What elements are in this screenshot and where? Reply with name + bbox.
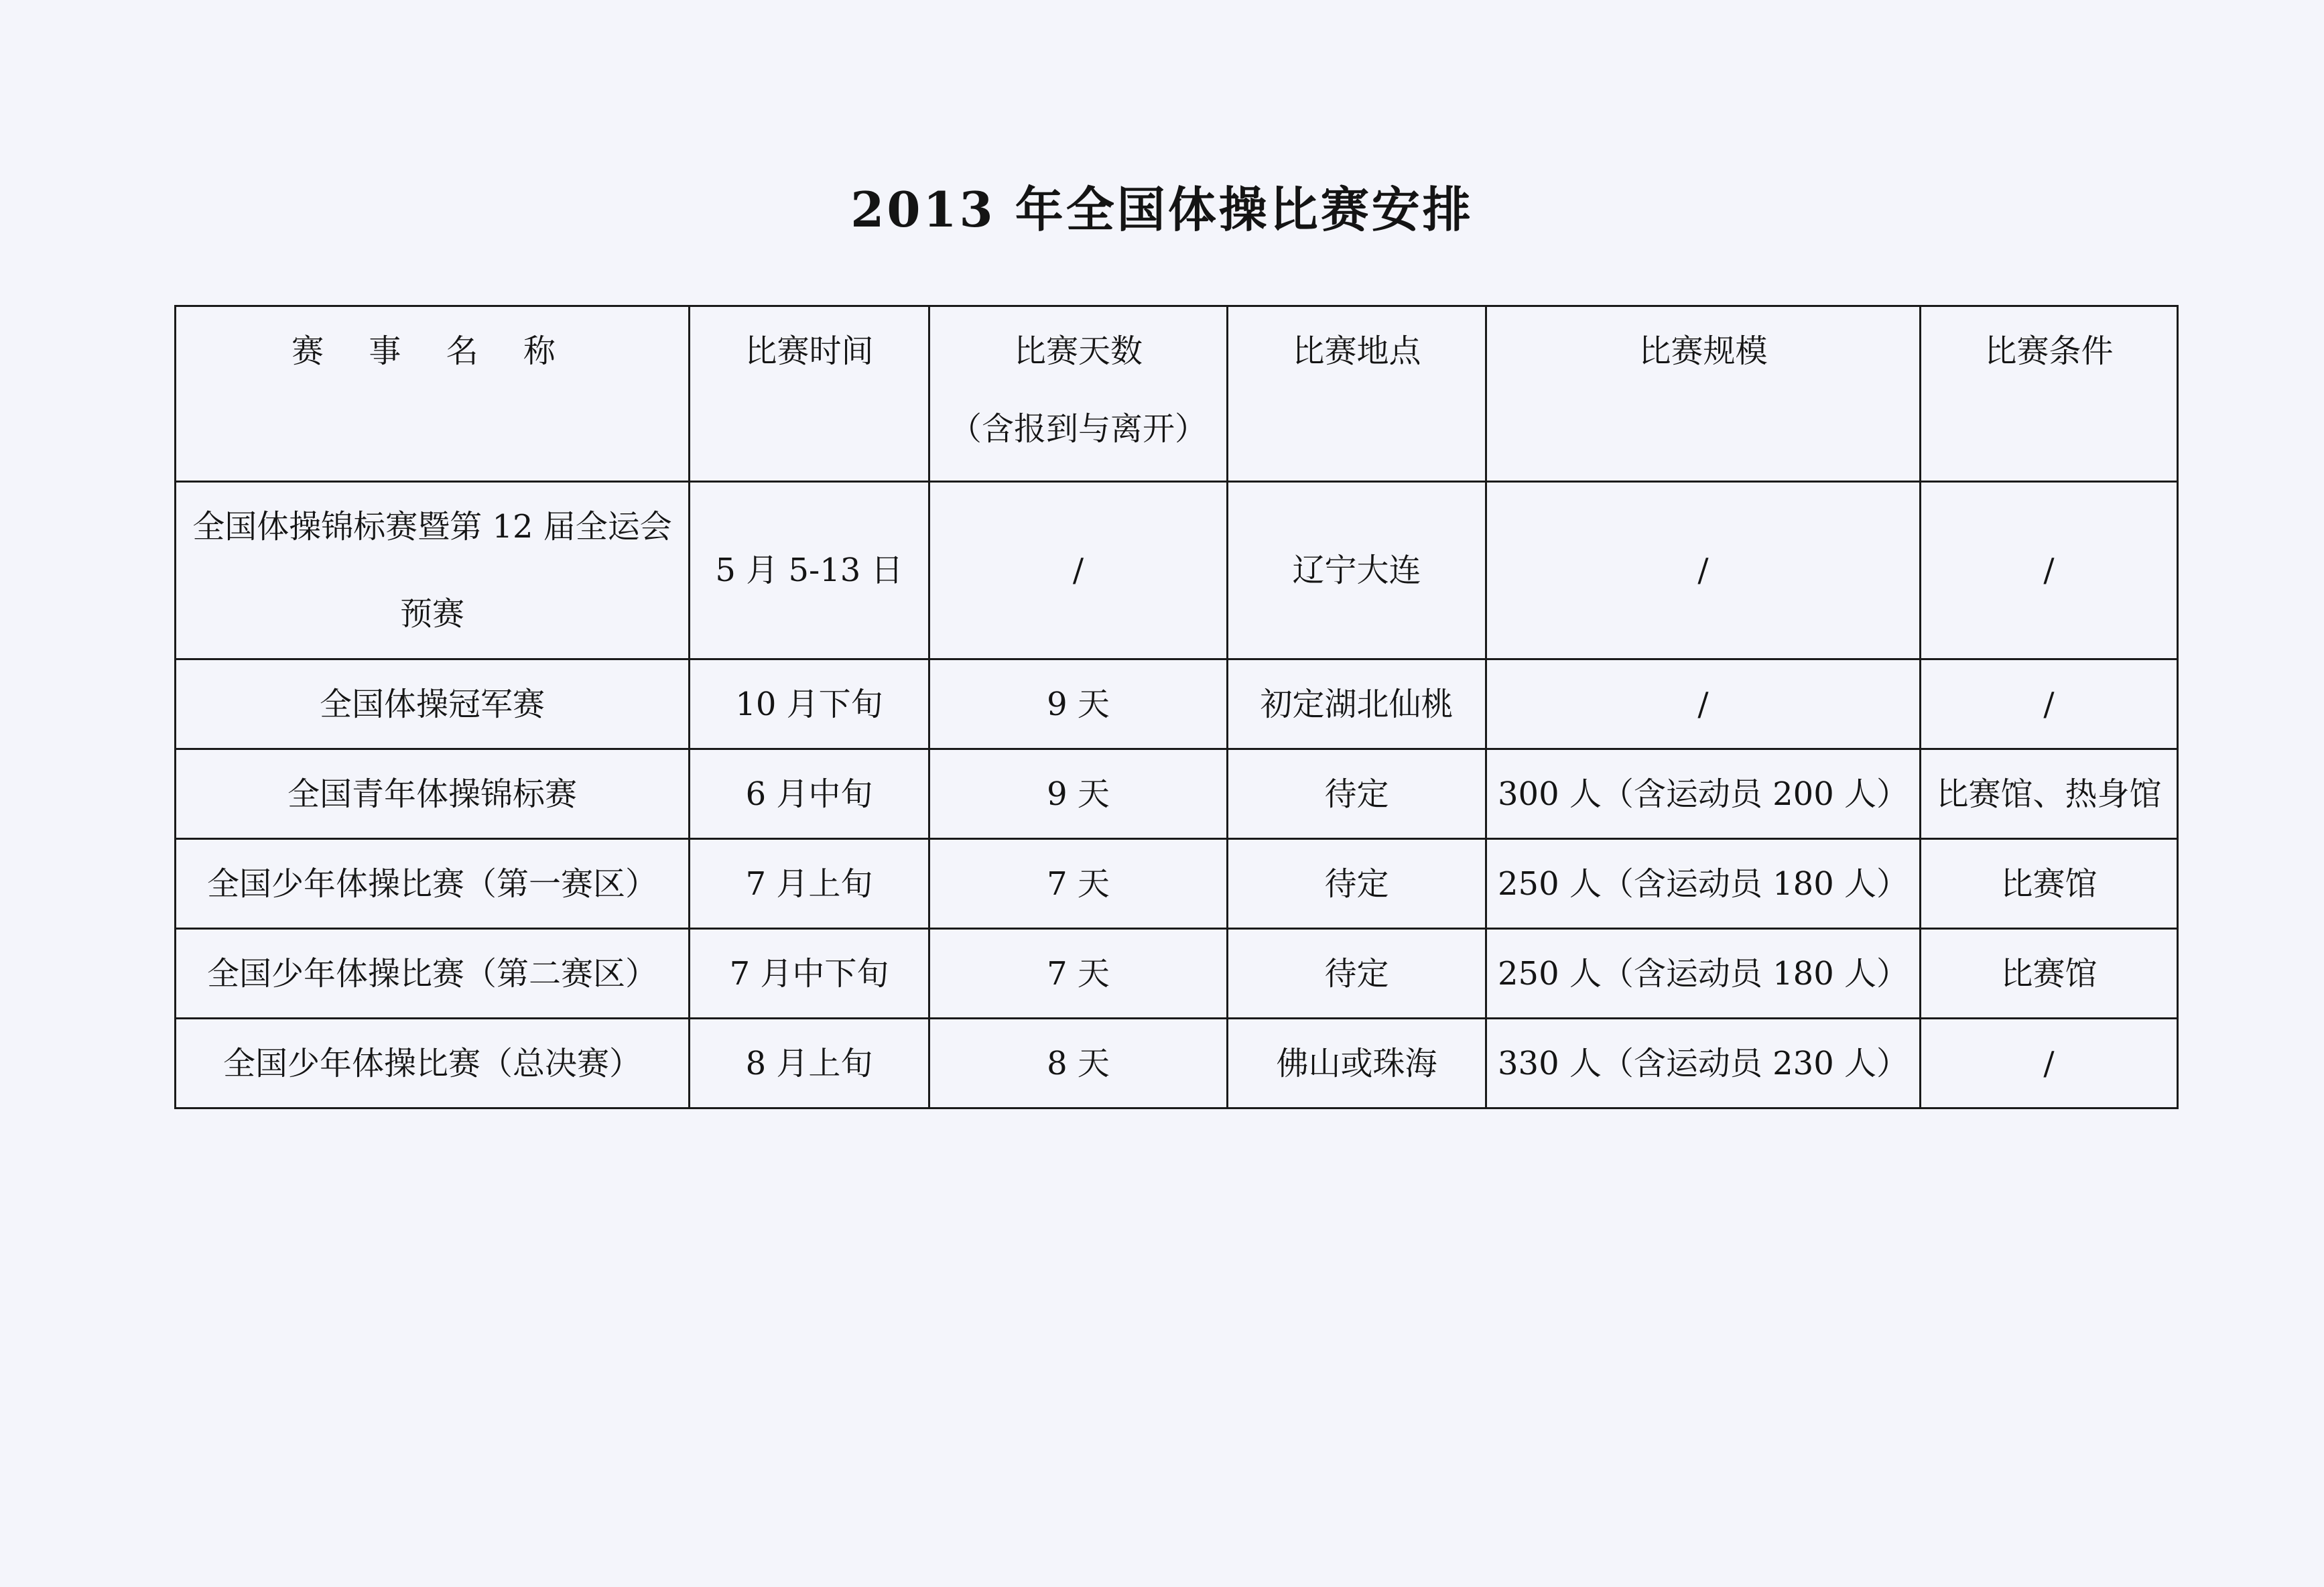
- cell-conditions: /: [1921, 482, 2178, 659]
- cell-location: 初定湖北仙桃: [1228, 659, 1486, 749]
- header-time: 比赛时间: [690, 306, 929, 482]
- cell-conditions: 比赛馆: [1921, 929, 2178, 1019]
- cell-scale: /: [1486, 659, 1921, 749]
- cell-scale: /: [1486, 482, 1921, 659]
- cell-scale: 330 人（含运动员 230 人）: [1486, 1019, 1921, 1108]
- cell-conditions: /: [1921, 659, 2178, 749]
- cell-name: 全国青年体操锦标赛: [176, 749, 690, 839]
- table-row: [176, 1019, 2178, 1108]
- cell-time: 8 月上旬: [690, 1019, 929, 1108]
- cell-location: 待定: [1228, 749, 1486, 839]
- header-location: 比赛地点: [1228, 306, 1486, 482]
- cell-time: 6 月中旬: [690, 749, 929, 839]
- header-name: 赛 事 名 称: [176, 306, 690, 482]
- cell-scale: 250 人（含运动员 180 人）: [1486, 839, 1921, 929]
- cell-time: 7 月中下旬: [690, 929, 929, 1019]
- cell-name: 全国少年体操比赛（总决赛）: [176, 1019, 690, 1108]
- table-row: [176, 482, 2178, 659]
- table-header-row: [176, 306, 2178, 482]
- cell-name: 全国体操冠军赛: [176, 659, 690, 749]
- cell-time: 10 月下旬: [690, 659, 929, 749]
- header-scale: 比赛规模: [1486, 306, 1921, 482]
- cell-days: 7 天: [929, 929, 1228, 1019]
- cell-location: 佛山或珠海: [1228, 1019, 1486, 1108]
- cell-days: 9 天: [929, 659, 1228, 749]
- cell-days: 8 天: [929, 1019, 1228, 1108]
- cell-conditions: 比赛馆、热身馆: [1921, 749, 2178, 839]
- table-row: [176, 929, 2178, 1019]
- cell-scale: 250 人（含运动员 180 人）: [1486, 929, 1921, 1019]
- document-title: 2013 年全国体操比赛安排: [850, 181, 1474, 238]
- cell-time: 7 月上旬: [690, 839, 929, 929]
- cell-conditions: /: [1921, 1019, 2178, 1108]
- cell-days: 7 天: [929, 839, 1228, 929]
- header-conditions: 比赛条件: [1921, 306, 2178, 482]
- cell-time: 5 月 5-13 日: [690, 482, 929, 659]
- cell-name: 全国少年体操比赛（第二赛区）: [176, 929, 690, 1019]
- cell-days: /: [929, 482, 1228, 659]
- cell-scale: 300 人（含运动员 200 人）: [1486, 749, 1921, 839]
- schedule-table: [174, 305, 2179, 1109]
- header-days: [929, 306, 1228, 482]
- header-days-line1: 比赛天数: [1013, 332, 1143, 370]
- cell-days: 9 天: [929, 749, 1228, 839]
- header-days-line2: （含报到与离开）: [949, 410, 1207, 448]
- table-row: [176, 839, 2178, 929]
- table-row: [176, 659, 2178, 749]
- cell-location: 辽宁大连: [1228, 482, 1486, 659]
- table-row: [176, 749, 2178, 839]
- cell-name: 全国体操锦标赛暨第 12 届全运会 预赛: [176, 482, 690, 659]
- cell-location: 待定: [1228, 839, 1486, 929]
- cell-location: 待定: [1228, 929, 1486, 1019]
- cell-name: 全国少年体操比赛（第一赛区）: [176, 839, 690, 929]
- cell-conditions: 比赛馆: [1921, 839, 2178, 929]
